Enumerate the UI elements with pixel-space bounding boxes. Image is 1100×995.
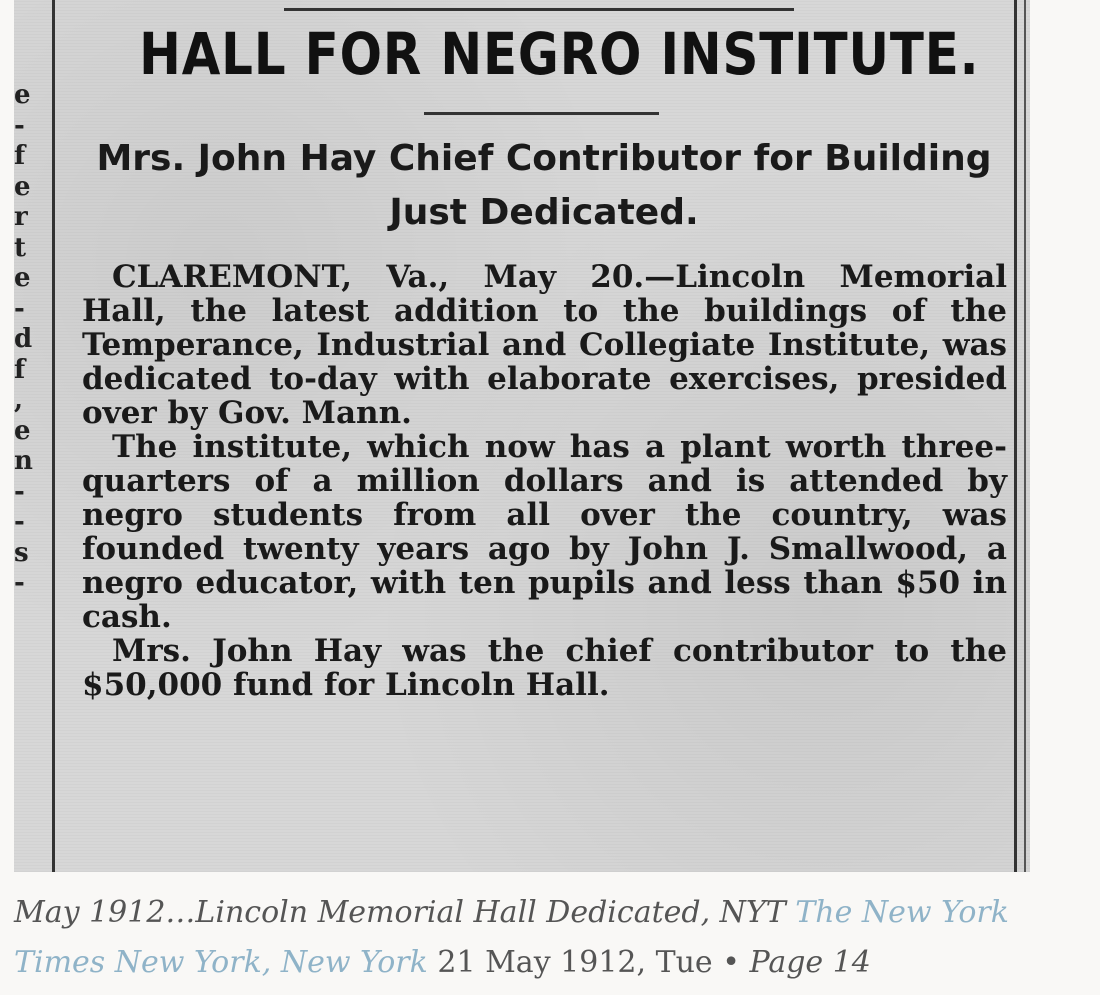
fragment-char: , xyxy=(14,385,24,415)
fragment-char: s xyxy=(14,537,29,568)
newspaper-clipping-image xyxy=(14,0,1030,872)
caption-date: 21 May 1912, Tue xyxy=(437,945,713,980)
caption-page: Page 14 xyxy=(749,945,871,980)
article-paragraph-2: The institute, which now has a plant worth three-quarters of a million dollars and is attended by negro students from all over the country, was founded twenty years ago by John J. Smallwood, a negro educator, with ten pupils and less than $50 in cash. xyxy=(82,429,1007,635)
fragment-char: e xyxy=(14,80,31,110)
fragment-char: t xyxy=(14,232,27,263)
fragment-char: - xyxy=(14,110,25,141)
caption-title: May 1912…Lincoln Memorial Hall Dedicated, NYT xyxy=(14,895,786,930)
fragment-char: f xyxy=(14,141,26,171)
column-rule-right xyxy=(1014,0,1017,872)
fragment-char: - xyxy=(14,568,25,598)
publication-link[interactable]: The New York Times xyxy=(14,895,1009,980)
article-body xyxy=(82,260,1007,702)
fragment-char: - xyxy=(14,507,25,537)
location-link[interactable]: New York, New York xyxy=(114,945,428,980)
fragment-char: - xyxy=(14,293,25,324)
article-paragraph-3: Mrs. John Hay was the chief contributor to the $50,000 fund for Lincoln Hall. xyxy=(82,633,1007,703)
article-paragraph-1: CLAREMONT, Va., May 20.—Lincoln Memorial Hall, the latest addition to the buildings of the Temperance, Industrial and Collegiate Institute, was dedicated to-day with elaborate exercises, presided over by Gov. Mann. xyxy=(82,259,1007,431)
fragment-char: d xyxy=(14,324,33,354)
headline-rule xyxy=(424,112,659,115)
column-rule-right-outer xyxy=(1024,0,1026,872)
adjacent-column-fragments xyxy=(14,80,44,599)
fragment-char: r xyxy=(14,202,28,232)
caption-separator: • xyxy=(722,945,740,980)
fragment-char: n xyxy=(14,446,33,476)
fragment-char: - xyxy=(14,476,25,507)
clipping-caption xyxy=(14,888,1089,988)
fragment-char: e xyxy=(14,171,31,202)
headline: HALL FOR NEGRO INSTITUTE. xyxy=(139,20,980,88)
fragment-char: e xyxy=(14,263,31,293)
fragment-char: e xyxy=(14,415,31,446)
top-rule xyxy=(284,8,794,11)
column-rule-left xyxy=(52,0,55,872)
fragment-char: f xyxy=(14,354,26,385)
subheadline: Mrs. John Hay Chief Contributor for Building Just Dedicated. xyxy=(96,138,992,233)
